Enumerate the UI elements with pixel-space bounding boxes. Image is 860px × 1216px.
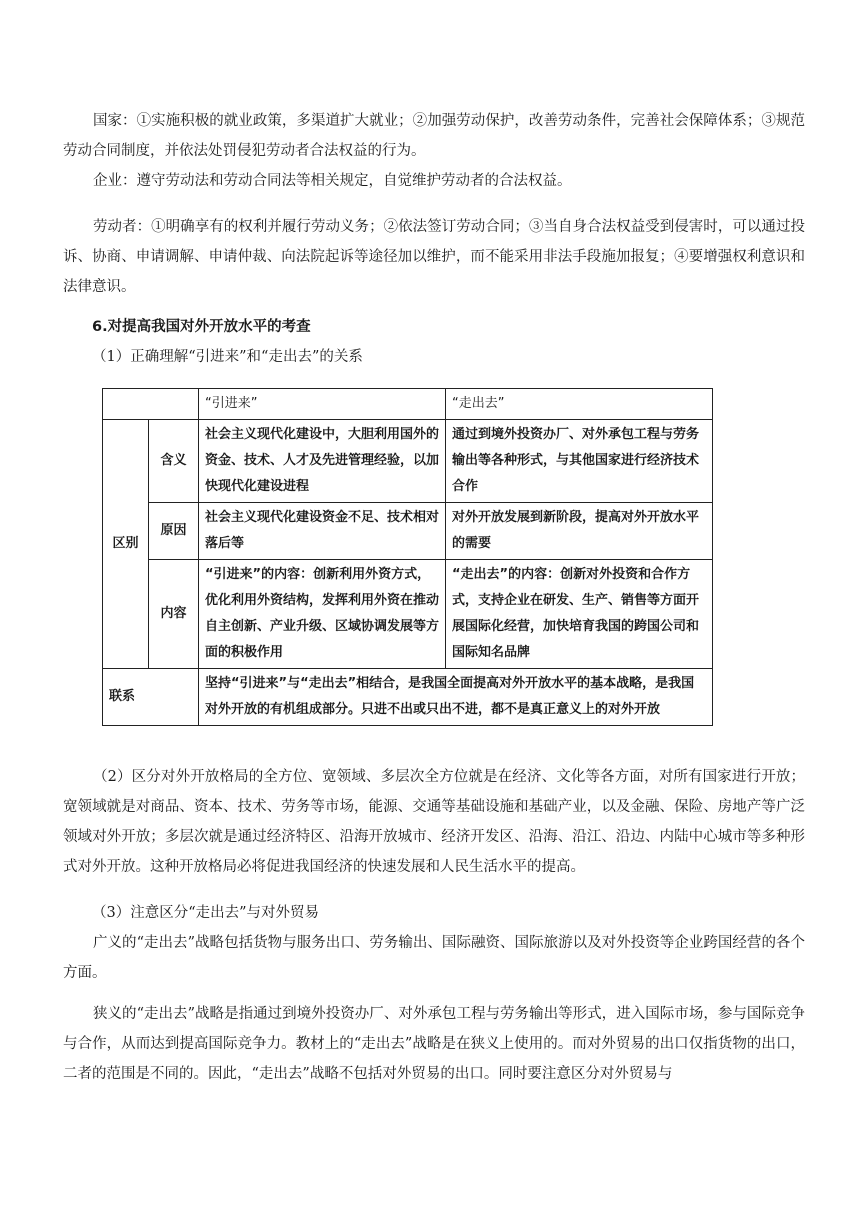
table-row [103, 669, 713, 726]
group-label-difference: 区别 [103, 420, 149, 669]
table-row [103, 503, 713, 560]
paragraph-enterprise: 企业：遵守劳动法和劳动合同法等相关规定，自觉维护劳动者的合法权益。 [93, 173, 572, 189]
cell-in: 社会主义现代化建设资金不足、技术相对落后等 [199, 503, 446, 560]
paragraph-pattern: （2）区分对外开放格局的全方位、宽领域、多层次全方位就是在经济、文化等各方面，对所有国家进行开放；宽领域就是对商品、资本、技术、劳务等市场，能源、交通等基础设施和基础产业，以及金融、保险、房地产等广泛领域对外开放；多层次就是通过经济特区、沿海开放城市、经济开发区、沿海、沿江、沿边、内陆中心城市等多种形式对外开放。这种开放格局必将促进我国经济的快速发展和人民生活水平的提高。 [63, 769, 805, 875]
column-header-out: “走出去” [446, 389, 713, 420]
link-text: 坚持“引进来”与“走出去”相结合，是我国全面提高对外开放水平的基本战略，是我国对外开放的有机组成部分。只进不出或只出不进，都不是真正意义上的对外开放 [199, 669, 713, 726]
cell-out: “走出去”的内容：创新对外投资和合作方式，支持企业在研发、生产、销售等方面开展国际化经营，加快培育我国的跨国公司和国际知名品牌 [446, 560, 713, 669]
paragraph-state: 国家：①实施积极的就业政策，多渠道扩大就业；②加强劳动保护，改善劳动条件，完善社会保障体系；③规范劳动合同制度，并依法处罚侵犯劳动者合法权益的行为。 [63, 113, 805, 159]
row-label: 原因 [149, 503, 199, 560]
cell-in: “引进来”的内容：创新利用外资方式，优化利用外资结构，发挥利用外资在推动自主创新、产业升级、区域协调发展等方面的积极作用 [199, 560, 446, 669]
section-heading: 6.对提高我国对外开放水平的考查 [92, 319, 311, 335]
row-label: 含义 [149, 420, 199, 503]
cell-in: 社会主义现代化建设中，大胆利用国外的资金、技术、人才及先进管理经验，以加快现代化建设进程 [199, 420, 446, 503]
table-row [103, 560, 713, 669]
paragraph-narrow: 狭义的“走出去”战略是指通过到境外投资办厂、对外承包工程与劳务输出等形式，进入国际市场，参与国际竞争与合作，从而达到提高国际竞争力。教材上的“走出去”战略是在狭义上使用的。而对外贸易的出口仅指货物的出口，二者的范围是不同的。因此，“走出去”战略不包括对外贸易的出口。同时要注意区分对外贸易与 [63, 1006, 805, 1082]
subsection-1: （1）正确理解“引进来”和“走出去”的关系 [92, 349, 363, 365]
table-corner-cell [103, 389, 199, 420]
link-label: 联系 [103, 669, 199, 726]
paragraph-broad: 广义的“走出去”战略包括货物与服务出口、劳务输出、国际融资、国际旅游以及对外投资等企业跨国经营的各个方面。 [63, 935, 805, 981]
paragraph-worker: 劳动者：①明确享有的权利并履行劳动义务；②依法签订劳动合同；③当自身合法权益受到侵害时，可以通过投诉、协商、申请调解、申请仲裁、向法院起诉等途径加以维护，而不能采用非法手段施加报复；④要增强权利意识和法律意识。 [63, 219, 805, 295]
cell-out: 通过到境外投资办厂、对外承包工程与劳务输出等各种形式，与其他国家进行经济技术合作 [446, 420, 713, 503]
row-label: 内容 [149, 560, 199, 669]
column-header-in: “引进来” [199, 389, 446, 420]
subsection-3: （3）注意区分“走出去”与对外贸易 [92, 905, 320, 921]
table-row [103, 420, 713, 503]
cell-out: 对外开放发展到新阶段，提高对外开放水平的需要 [446, 503, 713, 560]
table-header-row [103, 389, 713, 420]
comparison-table [102, 388, 713, 726]
